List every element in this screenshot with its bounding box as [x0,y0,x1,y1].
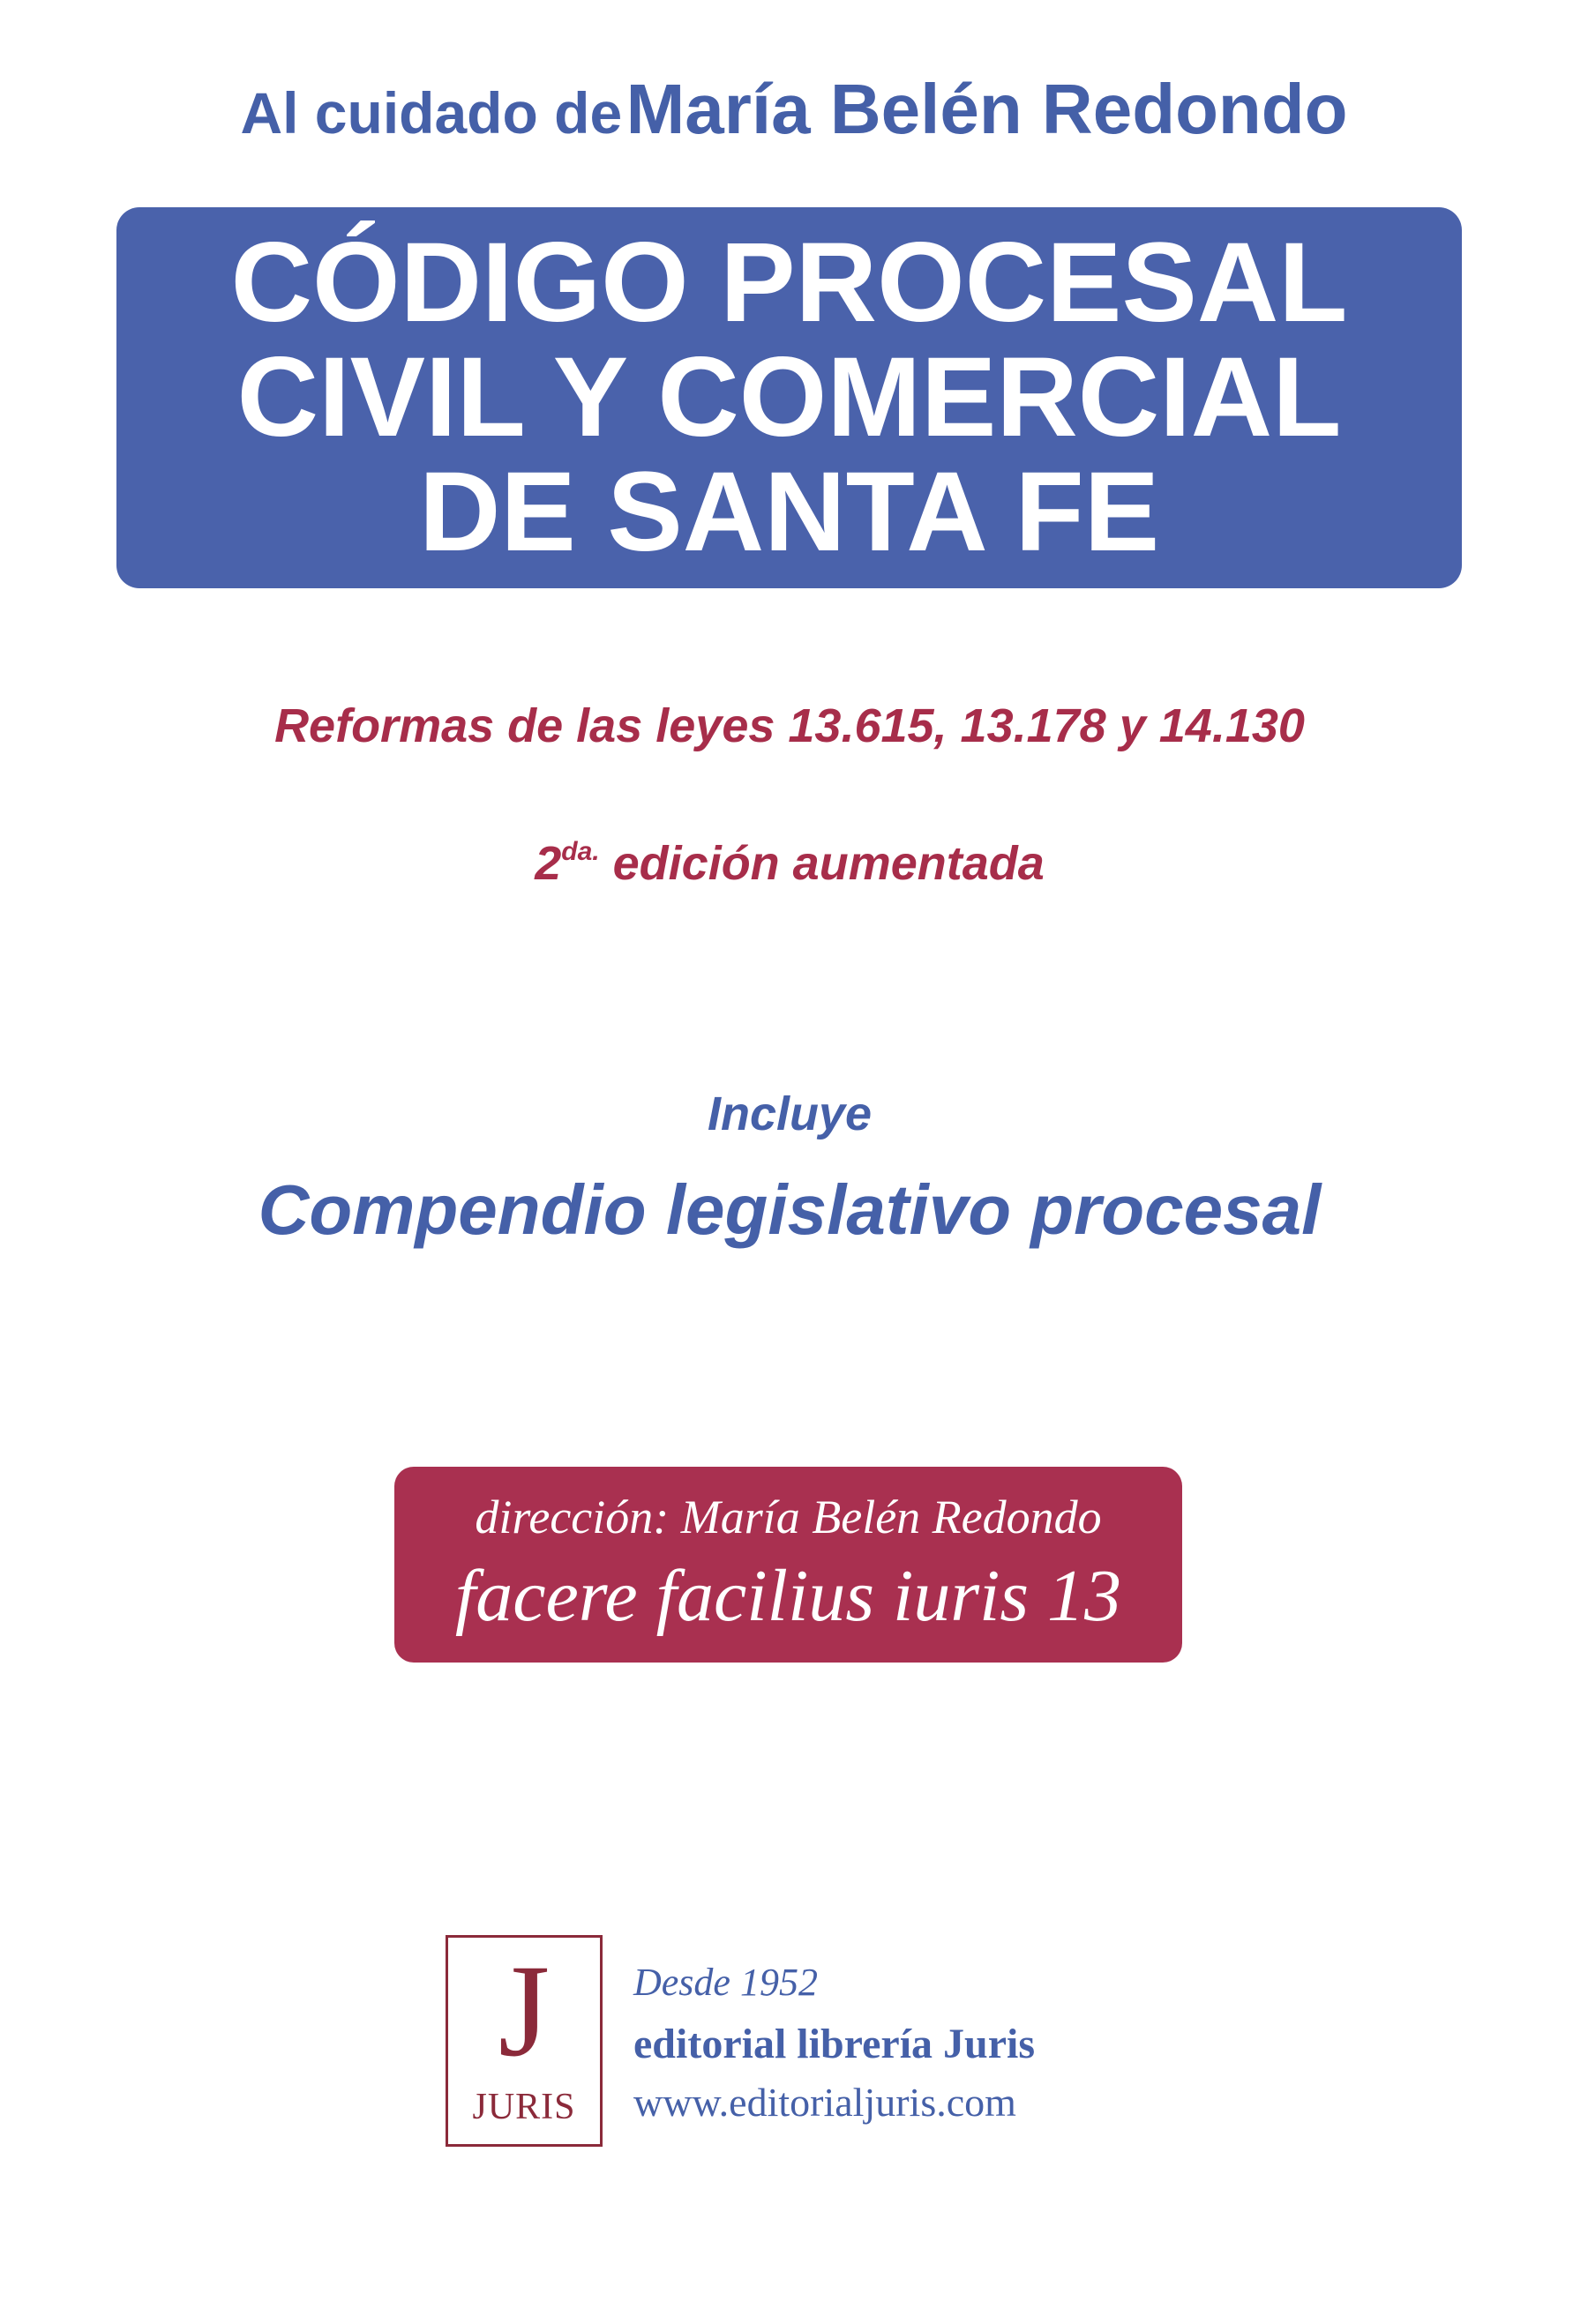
publisher-name: editorial librería Juris [633,2021,1036,2067]
series-name: facere facilius iuris 13 [454,1555,1122,1637]
editor-prefix: Al cuidado de [240,80,623,146]
reforms-subtitle: Reformas de las leyes 13.615, 13.178 y 14.130 [274,699,1305,752]
book-title-line-1: CÓDIGO PROCESAL [230,220,1348,346]
includes-label: Incluye [707,1087,873,1140]
book-title-box [116,207,1462,588]
publisher-logo [446,1935,603,2147]
book-title-line-2: CIVIL Y COMERCIAL [236,334,1342,460]
book-title-line-3: DE SANTA FE [418,449,1160,575]
series-box [394,1467,1182,1663]
edition-suffix: da. [561,837,600,866]
publisher-website[interactable]: www.editorialjuris.com [633,2080,1016,2125]
edition-line [0,836,1579,891]
editor-name: María Belén Redondo [625,70,1348,148]
includes-title: Compendio legislativo procesal [258,1170,1322,1249]
edition-text: edición aumentada [599,837,1045,890]
logo-text: JURIS [472,2087,576,2127]
series-direction: dirección: María Belén Redondo [475,1491,1102,1543]
logo-letter: J [498,1938,551,2084]
edition-number: 2 [535,837,562,890]
editor-credit [0,69,1588,150]
publisher-since: Desde 1952 [633,1961,818,2004]
